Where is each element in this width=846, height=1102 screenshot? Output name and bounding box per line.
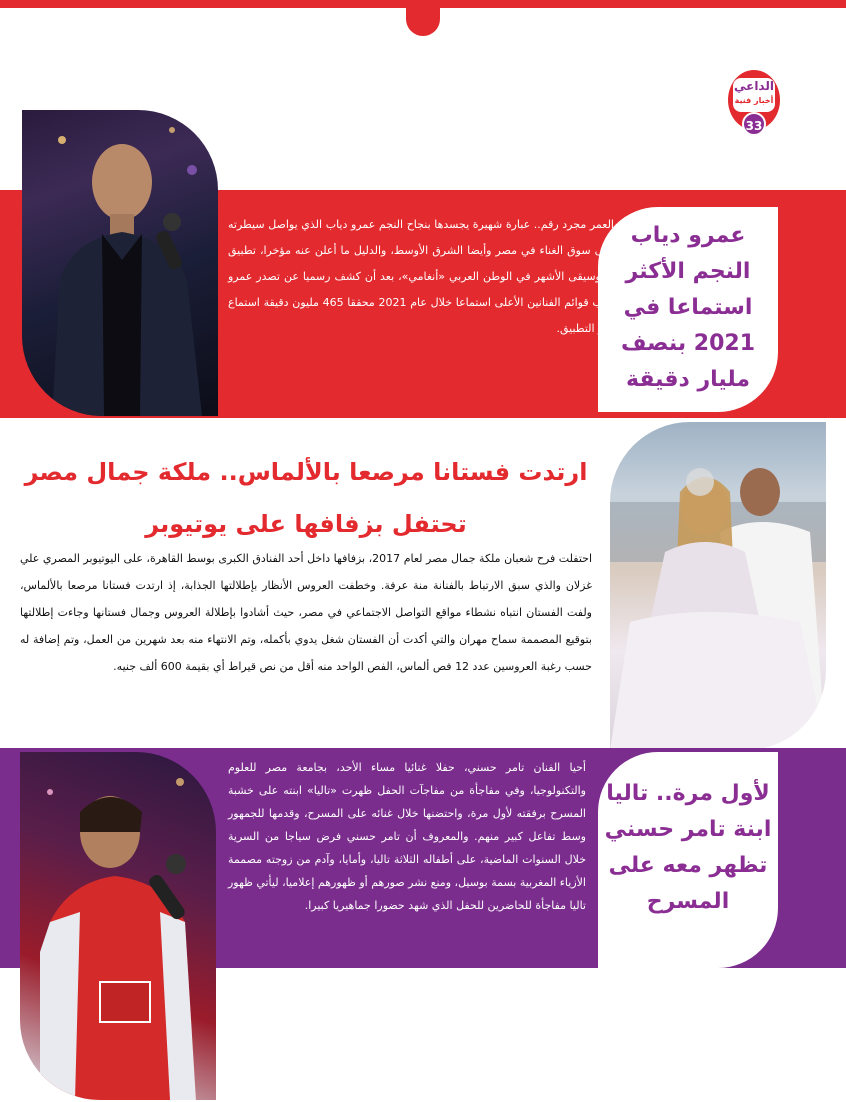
logo-brand: الداعي bbox=[733, 79, 774, 93]
couple-silhouette bbox=[610, 422, 826, 750]
article1-body: العمر مجرد رقم.. عبارة شهيرة يجسدها بنجاح النجم عمرو دياب الذي يواصل سيطرته على سوق الغناء في مصر وأيضا الشرق الأوسط، والدليل ما أعلن عنه مؤخرا، تطبيق الموسيقى الأشهر في الوطن العربي «أنغامي»، بعد أن كشف رسميا عن تصدر عمرو دياب قوائم الفنانين الأعلى استماعا خلال عام 2021 محققا 465 مليون دقيقة استماع عبر التطبيق. bbox=[228, 218, 614, 335]
singer-silhouette bbox=[20, 752, 216, 1100]
article1-headline: عمرو دياب النجم الأكثر استماعا في 2021 بنصف مليار دقيقة bbox=[620, 223, 755, 392]
article3-headline: لأول مرة.. تاليا ابنة تامر حسني تظهر معه على المسرح bbox=[604, 781, 772, 914]
section-name: أخبار فنية bbox=[734, 96, 774, 105]
wedding-photo bbox=[610, 422, 826, 750]
article2-body: احتفلت فرح شعبان ملكة جمال مصر لعام 2017، بزفافها داخل أحد الفنادق الكبرى بوسط القاهرة، على اليوتيوبر المصري علي غزلان والذي سبق الارتباط بالفنانة منة عرفة. وخطفت العروس الأنظار بإطلالتها الجذابة، إذ ارتدت فستانا مرصعا بالألماس، ولفت الفستان انتباه نشطاء مواقع التواصل الاجتماعي في مصر، حيث أشادوا بإطلالة العروس وجمال فستانها وجاءت إطلالتها بتوقيع المصممة سماح مهران والتي أكدت أن الفستان شغل يدوي بأكمله، وتم الانتهاء منه بعد شهرين من العمل، وتم إضافة له حسب رغبة العروسين عدد 12 فص ألماس، الفص الواحد منه أقل من نص قيراط أي بقيمة 600 ألف جنيه. bbox=[20, 552, 592, 673]
article2-headline: ارتدت فستانا مرصعا بالألماس.. ملكة جمال مصر تحتفل بزفافها على يوتيوبر bbox=[24, 458, 588, 538]
magazine-logo bbox=[728, 70, 780, 142]
article3-body: أحيا الفنان تامر حسني، حفلا غنائيا مساء الأحد، بجامعة مصر للعلوم والتكنولوجيا، وفي مفاجأة من مفاجآت الحفل ظهرت «تاليا» ابنته على خشبة المسرح برفقته لأول مرة، واحتضنها خلال غنائه على المسرح، وقدمها للجمهور وسط تفاعل كبير منهم. والمعروف أن تامر حسني فرض سياجا من السرية خلال السنوات الماضية، على أطفاله الثلاثة تاليا، وأمايا، وآدم من زوجته مصممة الأزياء المغربية بسمة بوسيل، ومنع نشر صورهم أو ظهورهم إعلاميا، ليأتي ظهور تاليا مفاجأة للحاضرين للحفل الذي شهد حضورا جماهيريا كبيرا. bbox=[228, 761, 586, 912]
singer-silhouette bbox=[22, 110, 218, 416]
tamer-hosny-photo bbox=[20, 752, 216, 1100]
top-ribbon-tab bbox=[406, 0, 440, 36]
page-number: 33 bbox=[742, 112, 766, 136]
amr-diab-photo bbox=[22, 110, 218, 416]
